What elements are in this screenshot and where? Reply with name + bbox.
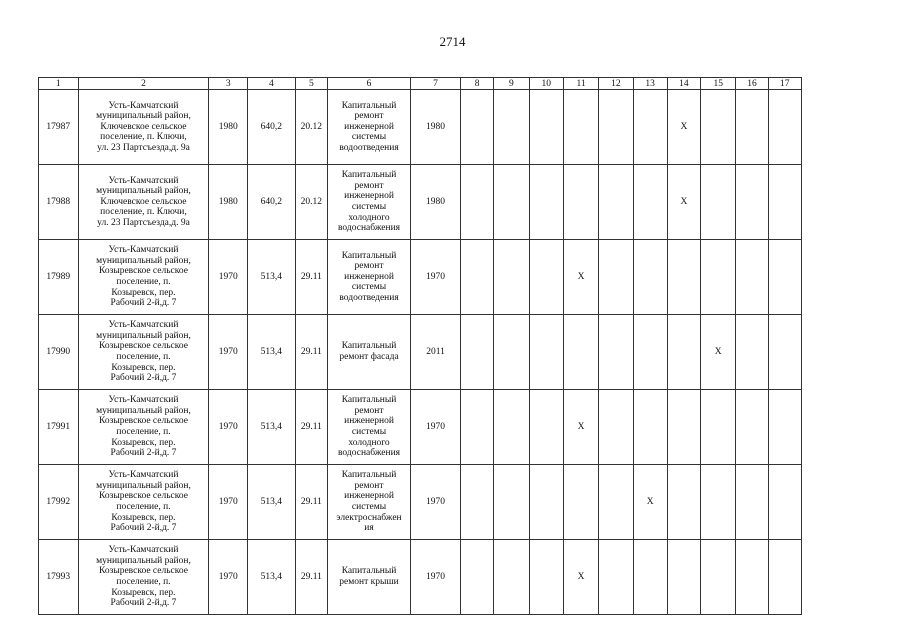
empty-cell — [599, 390, 633, 465]
record-id-cell: 17989 — [39, 240, 79, 315]
record-id-cell: 17991 — [39, 390, 79, 465]
table-row — [39, 165, 802, 240]
empty-cell — [599, 465, 633, 540]
table-row — [39, 315, 802, 390]
empty-cell — [494, 165, 529, 240]
column-7-cell: 1970 — [411, 465, 461, 540]
address-cell: Усть-Камчатский муниципальный район, Козыревское сельское поселение, п. Козыревск, пер. Рабочий 2-й,д. 7 — [78, 390, 209, 465]
column-5-cell: 29.11 — [295, 315, 327, 390]
empty-cell — [736, 315, 768, 390]
area-cell: 513,4 — [247, 390, 295, 465]
empty-cell — [633, 90, 667, 165]
page-number: 2714 — [439, 34, 466, 49]
empty-cell — [494, 390, 529, 465]
empty-cell — [667, 390, 700, 465]
column-header: 8 — [461, 78, 494, 90]
column-header: 13 — [633, 78, 667, 90]
column-5-cell: 20.12 — [295, 90, 327, 165]
column-header: 6 — [327, 78, 410, 90]
empty-cell — [736, 240, 768, 315]
empty-cell — [461, 390, 494, 465]
empty-cell — [768, 540, 801, 615]
empty-cell — [736, 90, 768, 165]
empty-cell — [461, 240, 494, 315]
empty-cell — [768, 465, 801, 540]
record-id-cell: 17993 — [39, 540, 79, 615]
empty-cell — [667, 465, 700, 540]
empty-cell — [529, 315, 563, 390]
build-year-cell: 1970 — [209, 240, 247, 315]
column-header: 11 — [563, 78, 598, 90]
area-cell: 513,4 — [247, 240, 295, 315]
mark-cell: X — [633, 465, 667, 540]
empty-cell — [529, 540, 563, 615]
empty-cell — [563, 315, 598, 390]
empty-cell — [701, 90, 736, 165]
mark-cell: X — [563, 240, 598, 315]
table-row — [39, 90, 802, 165]
empty-cell — [599, 165, 633, 240]
area-cell: 513,4 — [247, 465, 295, 540]
empty-cell — [701, 165, 736, 240]
build-year-cell: 1970 — [209, 315, 247, 390]
empty-cell — [599, 90, 633, 165]
empty-cell — [529, 165, 563, 240]
empty-cell — [768, 315, 801, 390]
work-type-cell: Капитальный ремонт инженерной системы холодного водоснабжения — [327, 390, 410, 465]
address-cell: Усть-Камчатский муниципальный район, Козыревское сельское поселение, п. Козыревск, пер. Рабочий 2-й,д. 7 — [78, 465, 209, 540]
column-header: 1 — [39, 78, 79, 90]
address-cell: Усть-Камчатский муниципальный район, Ключевское сельское поселение, п. Ключи, ул. 23 Партсъезда,д. 9а — [78, 165, 209, 240]
empty-cell — [768, 240, 801, 315]
column-header: 9 — [494, 78, 529, 90]
empty-cell — [599, 540, 633, 615]
mark-cell: X — [563, 390, 598, 465]
address-cell: Усть-Камчатский муниципальный район, Ключевское сельское поселение, п. Ключи, ул. 23 Партсъезда,д. 9а — [78, 90, 209, 165]
empty-cell — [701, 540, 736, 615]
empty-cell — [563, 165, 598, 240]
work-type-cell: Капитальный ремонт инженерной системы водоотведения — [327, 240, 410, 315]
column-header: 2 — [78, 78, 209, 90]
area-cell: 513,4 — [247, 540, 295, 615]
address-cell: Усть-Камчатский муниципальный район, Козыревское сельское поселение, п. Козыревск, пер. Рабочий 2-й,д. 7 — [78, 240, 209, 315]
empty-cell — [633, 390, 667, 465]
column-5-cell: 29.11 — [295, 465, 327, 540]
table-row — [39, 390, 802, 465]
column-header: 12 — [599, 78, 633, 90]
column-5-cell: 29.11 — [295, 540, 327, 615]
column-header: 7 — [411, 78, 461, 90]
empty-cell — [461, 315, 494, 390]
mark-cell: X — [667, 90, 700, 165]
work-type-cell: Капитальный ремонт инженерной системы электроснабжен ия — [327, 465, 410, 540]
mark-cell: X — [667, 165, 700, 240]
empty-cell — [461, 165, 494, 240]
column-7-cell: 1970 — [411, 540, 461, 615]
empty-cell — [736, 390, 768, 465]
address-cell: Усть-Камчатский муниципальный район, Козыревское сельское поселение, п. Козыревск, пер. Рабочий 2-й,д. 7 — [78, 540, 209, 615]
area-cell: 513,4 — [247, 315, 295, 390]
header-row — [39, 78, 802, 90]
column-header: 5 — [295, 78, 327, 90]
empty-cell — [667, 315, 700, 390]
register-table — [38, 77, 802, 615]
table-row — [39, 465, 802, 540]
column-5-cell: 20.12 — [295, 165, 327, 240]
empty-cell — [633, 165, 667, 240]
column-7-cell: 1980 — [411, 90, 461, 165]
work-type-cell: Капитальный ремонт крыши — [327, 540, 410, 615]
column-header: 4 — [247, 78, 295, 90]
empty-cell — [461, 465, 494, 540]
empty-cell — [768, 165, 801, 240]
column-header: 17 — [768, 78, 801, 90]
empty-cell — [563, 465, 598, 540]
build-year-cell: 1970 — [209, 390, 247, 465]
empty-cell — [494, 90, 529, 165]
table-row — [39, 240, 802, 315]
empty-cell — [494, 540, 529, 615]
empty-cell — [529, 90, 563, 165]
empty-cell — [701, 240, 736, 315]
empty-cell — [461, 90, 494, 165]
empty-cell — [461, 540, 494, 615]
empty-cell — [736, 540, 768, 615]
column-7-cell: 1970 — [411, 390, 461, 465]
mark-cell: X — [563, 540, 598, 615]
area-cell: 640,2 — [247, 90, 295, 165]
empty-cell — [667, 240, 700, 315]
column-header: 15 — [701, 78, 736, 90]
record-id-cell: 17990 — [39, 315, 79, 390]
empty-cell — [494, 465, 529, 540]
work-type-cell: Капитальный ремонт инженерной системы холодного водоснабжения — [327, 165, 410, 240]
empty-cell — [736, 465, 768, 540]
empty-cell — [667, 540, 700, 615]
work-type-cell: Капитальный ремонт фасада — [327, 315, 410, 390]
empty-cell — [633, 540, 667, 615]
work-type-cell: Капитальный ремонт инженерной системы водоотведения — [327, 90, 410, 165]
column-7-cell: 2011 — [411, 315, 461, 390]
column-5-cell: 29.11 — [295, 390, 327, 465]
empty-cell — [736, 165, 768, 240]
build-year-cell: 1980 — [209, 90, 247, 165]
column-header: 16 — [736, 78, 768, 90]
table-body — [39, 78, 802, 615]
column-header: 3 — [209, 78, 247, 90]
column-header: 14 — [667, 78, 700, 90]
empty-cell — [529, 390, 563, 465]
empty-cell — [599, 315, 633, 390]
empty-cell — [529, 465, 563, 540]
empty-cell — [529, 240, 563, 315]
empty-cell — [701, 465, 736, 540]
record-id-cell: 17988 — [39, 165, 79, 240]
empty-cell — [768, 390, 801, 465]
empty-cell — [599, 240, 633, 315]
column-7-cell: 1970 — [411, 240, 461, 315]
column-5-cell: 29.11 — [295, 240, 327, 315]
empty-cell — [633, 240, 667, 315]
empty-cell — [701, 390, 736, 465]
mark-cell: X — [701, 315, 736, 390]
empty-cell — [563, 90, 598, 165]
build-year-cell: 1970 — [209, 540, 247, 615]
record-id-cell: 17987 — [39, 90, 79, 165]
build-year-cell: 1970 — [209, 465, 247, 540]
empty-cell — [633, 315, 667, 390]
record-id-cell: 17992 — [39, 465, 79, 540]
area-cell: 640,2 — [247, 165, 295, 240]
table-row — [39, 540, 802, 615]
empty-cell — [768, 90, 801, 165]
address-cell: Усть-Камчатский муниципальный район, Козыревское сельское поселение, п. Козыревск, пер. Рабочий 2-й,д. 7 — [78, 315, 209, 390]
column-7-cell: 1980 — [411, 165, 461, 240]
empty-cell — [494, 315, 529, 390]
empty-cell — [494, 240, 529, 315]
build-year-cell: 1980 — [209, 165, 247, 240]
column-header: 10 — [529, 78, 563, 90]
